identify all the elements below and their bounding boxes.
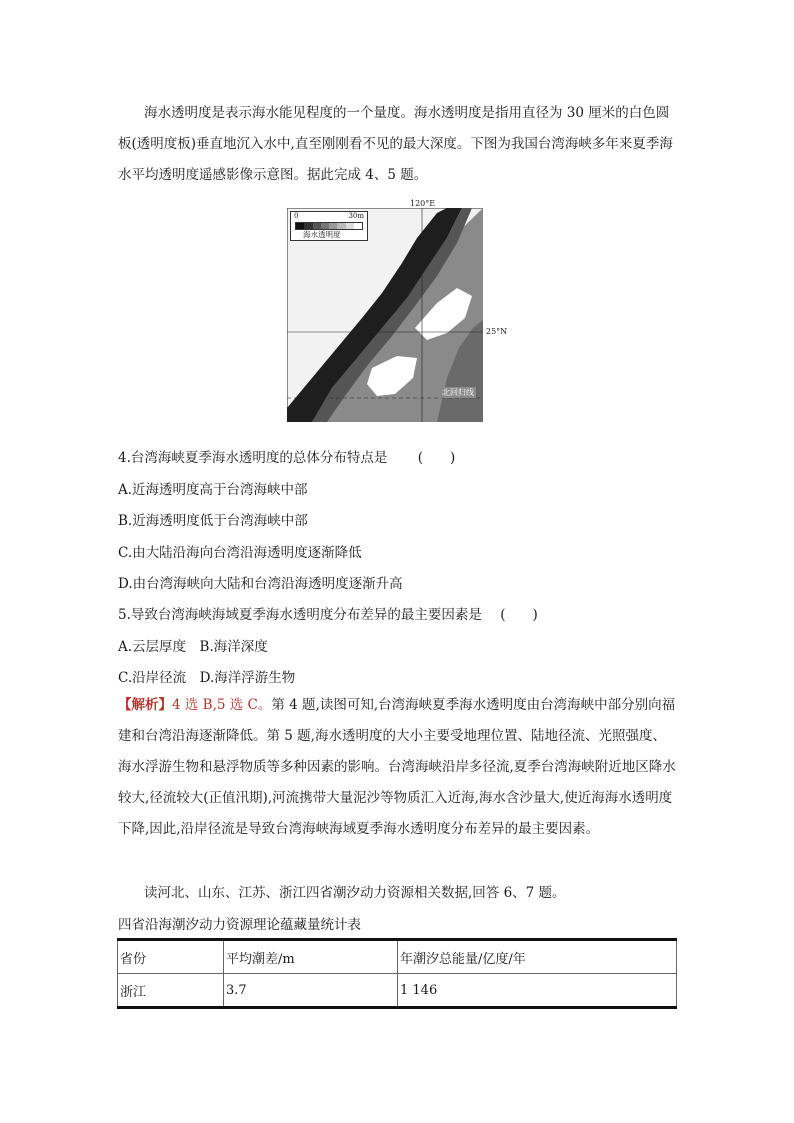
q4-option-c: C.由大陆沿海向台湾沿海透明度逐渐降低 [118,545,362,561]
tropic-label: 北回归线 [442,388,474,397]
q4-stem-line [118,446,455,466]
q4-option-d: D.由台湾海峡向大陆和台湾沿海透明度逐渐升高 [118,576,403,592]
analysis-paragraph [118,690,678,845]
q4-option-a: A.近海透明度高于台湾海峡中部 [118,482,308,498]
q5-options-row1: A.云层厚度 B.海洋深度 [118,639,268,655]
legend-title: 海水透明度 [303,230,341,239]
table-header-row [118,940,677,974]
legend-min: 0 [294,212,299,220]
q5-stem: 5.导致台湾海峡海域夏季海水透明度分布差异的最主要因素是 [118,607,482,623]
q4-paren: ( ) [417,450,456,466]
intro-paragraph: 海水透明度是表示海水能见程度的一个量度。海水透明度是指用直径为 30 厘米的白色圆板(透明度板)垂直地沉入水中,直至刚刚看不见的最大深度。下图为我国台湾海峡多年来夏季海水平均透明度遥感影像示意图。据此完成 4、5 题。 [118,105,673,183]
analysis-answer: 4 选 B,5 选 C。 [172,697,272,713]
table-caption: 四省沿海潮汐动力资源理论蕴藏量统计表 [118,917,361,933]
q5-stem-line [118,603,538,623]
q4-stem: 4.台湾海峡夏季海水透明度的总体分布特点是 [118,450,388,466]
q4-option-b: B.近海透明度低于台湾海峡中部 [118,513,308,529]
q5-options-row2: C.沿岸径流 D.海洋浮游生物 [118,670,296,686]
table-header-cell: 省份 [118,940,224,974]
lat-label: 25°N [486,327,508,336]
map-legend [290,211,368,241]
legend-max: 30m [348,212,364,220]
table-cell-energy: 1 146 [398,974,677,1008]
table-row [118,974,677,1008]
q5-paren: ( ) [500,607,538,623]
lon-label: 120°E [410,199,436,208]
table-cell-tidal-range: 3.7 [224,974,398,1008]
analysis-tag: 【解析】 [118,697,172,713]
table-header-cell: 平均潮差/m [224,940,398,974]
intro2-paragraph: 读河北、山东、江苏、浙江四省潮汐动力资源相关数据,回答 6、7 题。 [144,885,566,901]
table-header-cell: 年潮汐总能量/亿度/年 [398,940,677,974]
tidal-resource-table [117,938,677,1009]
table-cell-province: 浙江 [118,974,224,1008]
analysis-text: 第 4 题,读图可知,台湾海峡夏季海水透明度由台湾海峡中部分别向福建和台湾沿海逐渐降低。第 5 题,海水透明度的大小主要受地理位置、陆地径流、光照强度、海水浮游生物和悬浮物质等多种因素的影响。台湾海峡沿岸多径流,夏季台湾海峡附近地区降水较大,径流较大(正值汛期),河流携带大量泥沙等物质汇入近海,海水含沙量大,使近海海水透明度下降,因此,沿岸径流是导致台湾海峡海域夏季海水透明度分布差异的最主要因素。 [118,697,676,837]
